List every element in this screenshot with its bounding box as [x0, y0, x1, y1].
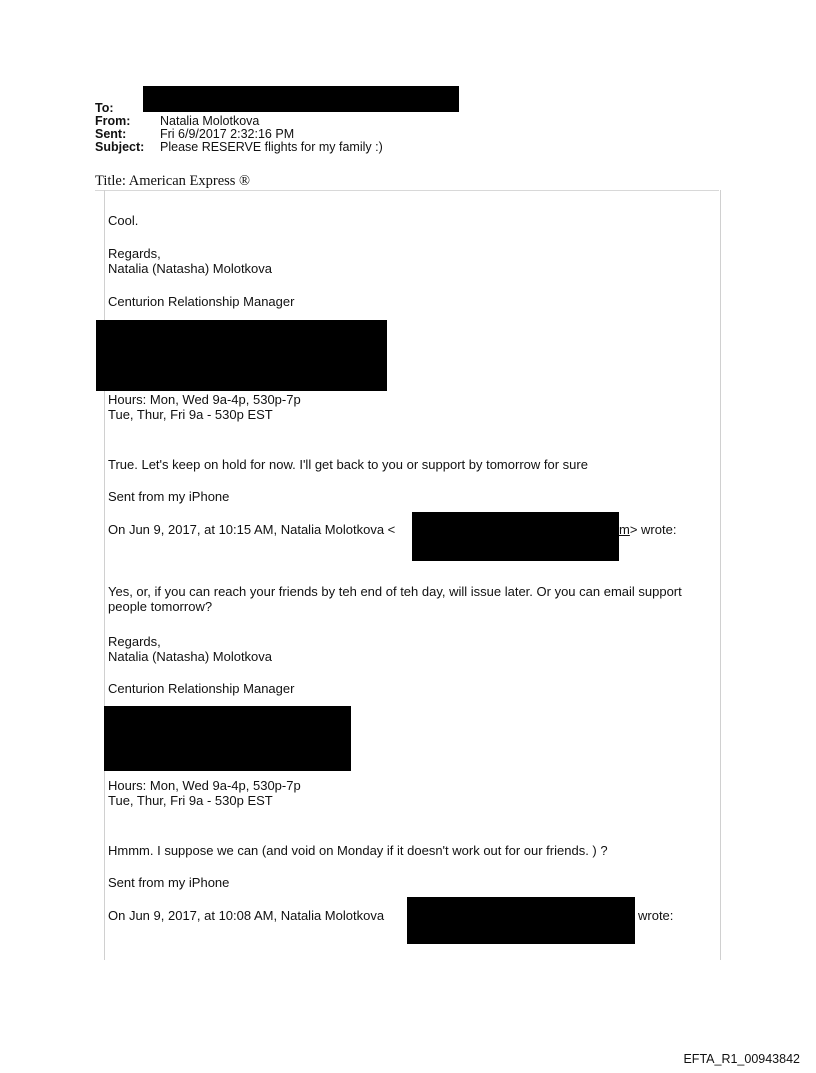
- body-yes: Yes, or, if you can reach your friends by teh end of teh day, will issue later. Or you can email support people tomorrow?: [108, 584, 682, 614]
- regards-1: Regards,: [108, 246, 161, 261]
- signature-name-2: Natalia (Natasha) Molotkova: [108, 649, 273, 664]
- wrote-2: wrote:: [638, 908, 674, 923]
- sent-from-2: Sent from my iPhone: [108, 875, 230, 890]
- sent-label: Sent:: [95, 127, 127, 141]
- body-cool: Cool.: [108, 213, 139, 228]
- to-label: To:: [95, 101, 114, 115]
- quote-intro-2: On Jun 9, 2017, at 10:08 AM, Natalia Molotkova: [108, 908, 385, 923]
- redaction-signature-2: [104, 706, 351, 771]
- quote-intro-1-prefix: On Jun 9, 2017, at 10:15 AM, Natalia Molotkova <: [108, 522, 396, 537]
- document-id: EFTA_R1_00943842: [683, 1052, 800, 1066]
- hours-1a: Hours: Mon, Wed 9a-4p, 530p-7p: [108, 392, 301, 407]
- signature-name-1: Natalia (Natasha) Molotkova: [108, 261, 273, 276]
- quote-intro-1: [108, 522, 395, 537]
- sent-from-1: Sent from my iPhone: [108, 489, 230, 504]
- sent-value: Fri 6/9/2017 2:32:16 PM: [160, 127, 295, 141]
- from-label: From:: [95, 114, 131, 128]
- subject-label: Subject:: [95, 140, 145, 154]
- regards-2: Regards,: [108, 634, 161, 649]
- redaction-to: [143, 86, 459, 112]
- redaction-signature-1: [96, 320, 387, 391]
- hours-2b: Tue, Thur, Fri 9a - 530p EST: [108, 793, 273, 808]
- body-true: True. Let's keep on hold for now. I'll get back to you or support by tomorrow for sure: [108, 457, 588, 472]
- subject-value: Please RESERVE flights for my family :): [160, 140, 383, 154]
- email-fragment: m: [619, 522, 630, 537]
- quote-intro-1-end: [619, 522, 676, 537]
- document-title: Title: American Express ®: [95, 173, 251, 189]
- redaction-email-2: [407, 897, 635, 944]
- signature-role-2: Centurion Relationship Manager: [108, 681, 295, 696]
- redaction-email-1: [412, 512, 619, 561]
- hours-1b: Tue, Thur, Fri 9a - 530p EST: [108, 407, 273, 422]
- from-value: Natalia Molotkova: [160, 114, 260, 128]
- signature-role-1: Centurion Relationship Manager: [108, 294, 295, 309]
- body-hmmm: Hmmm. I suppose we can (and void on Monday if it doesn't work out for our friends. ) ?: [108, 843, 608, 858]
- wrote-1: > wrote:: [629, 522, 677, 537]
- hours-2a: Hours: Mon, Wed 9a-4p, 530p-7p: [108, 778, 301, 793]
